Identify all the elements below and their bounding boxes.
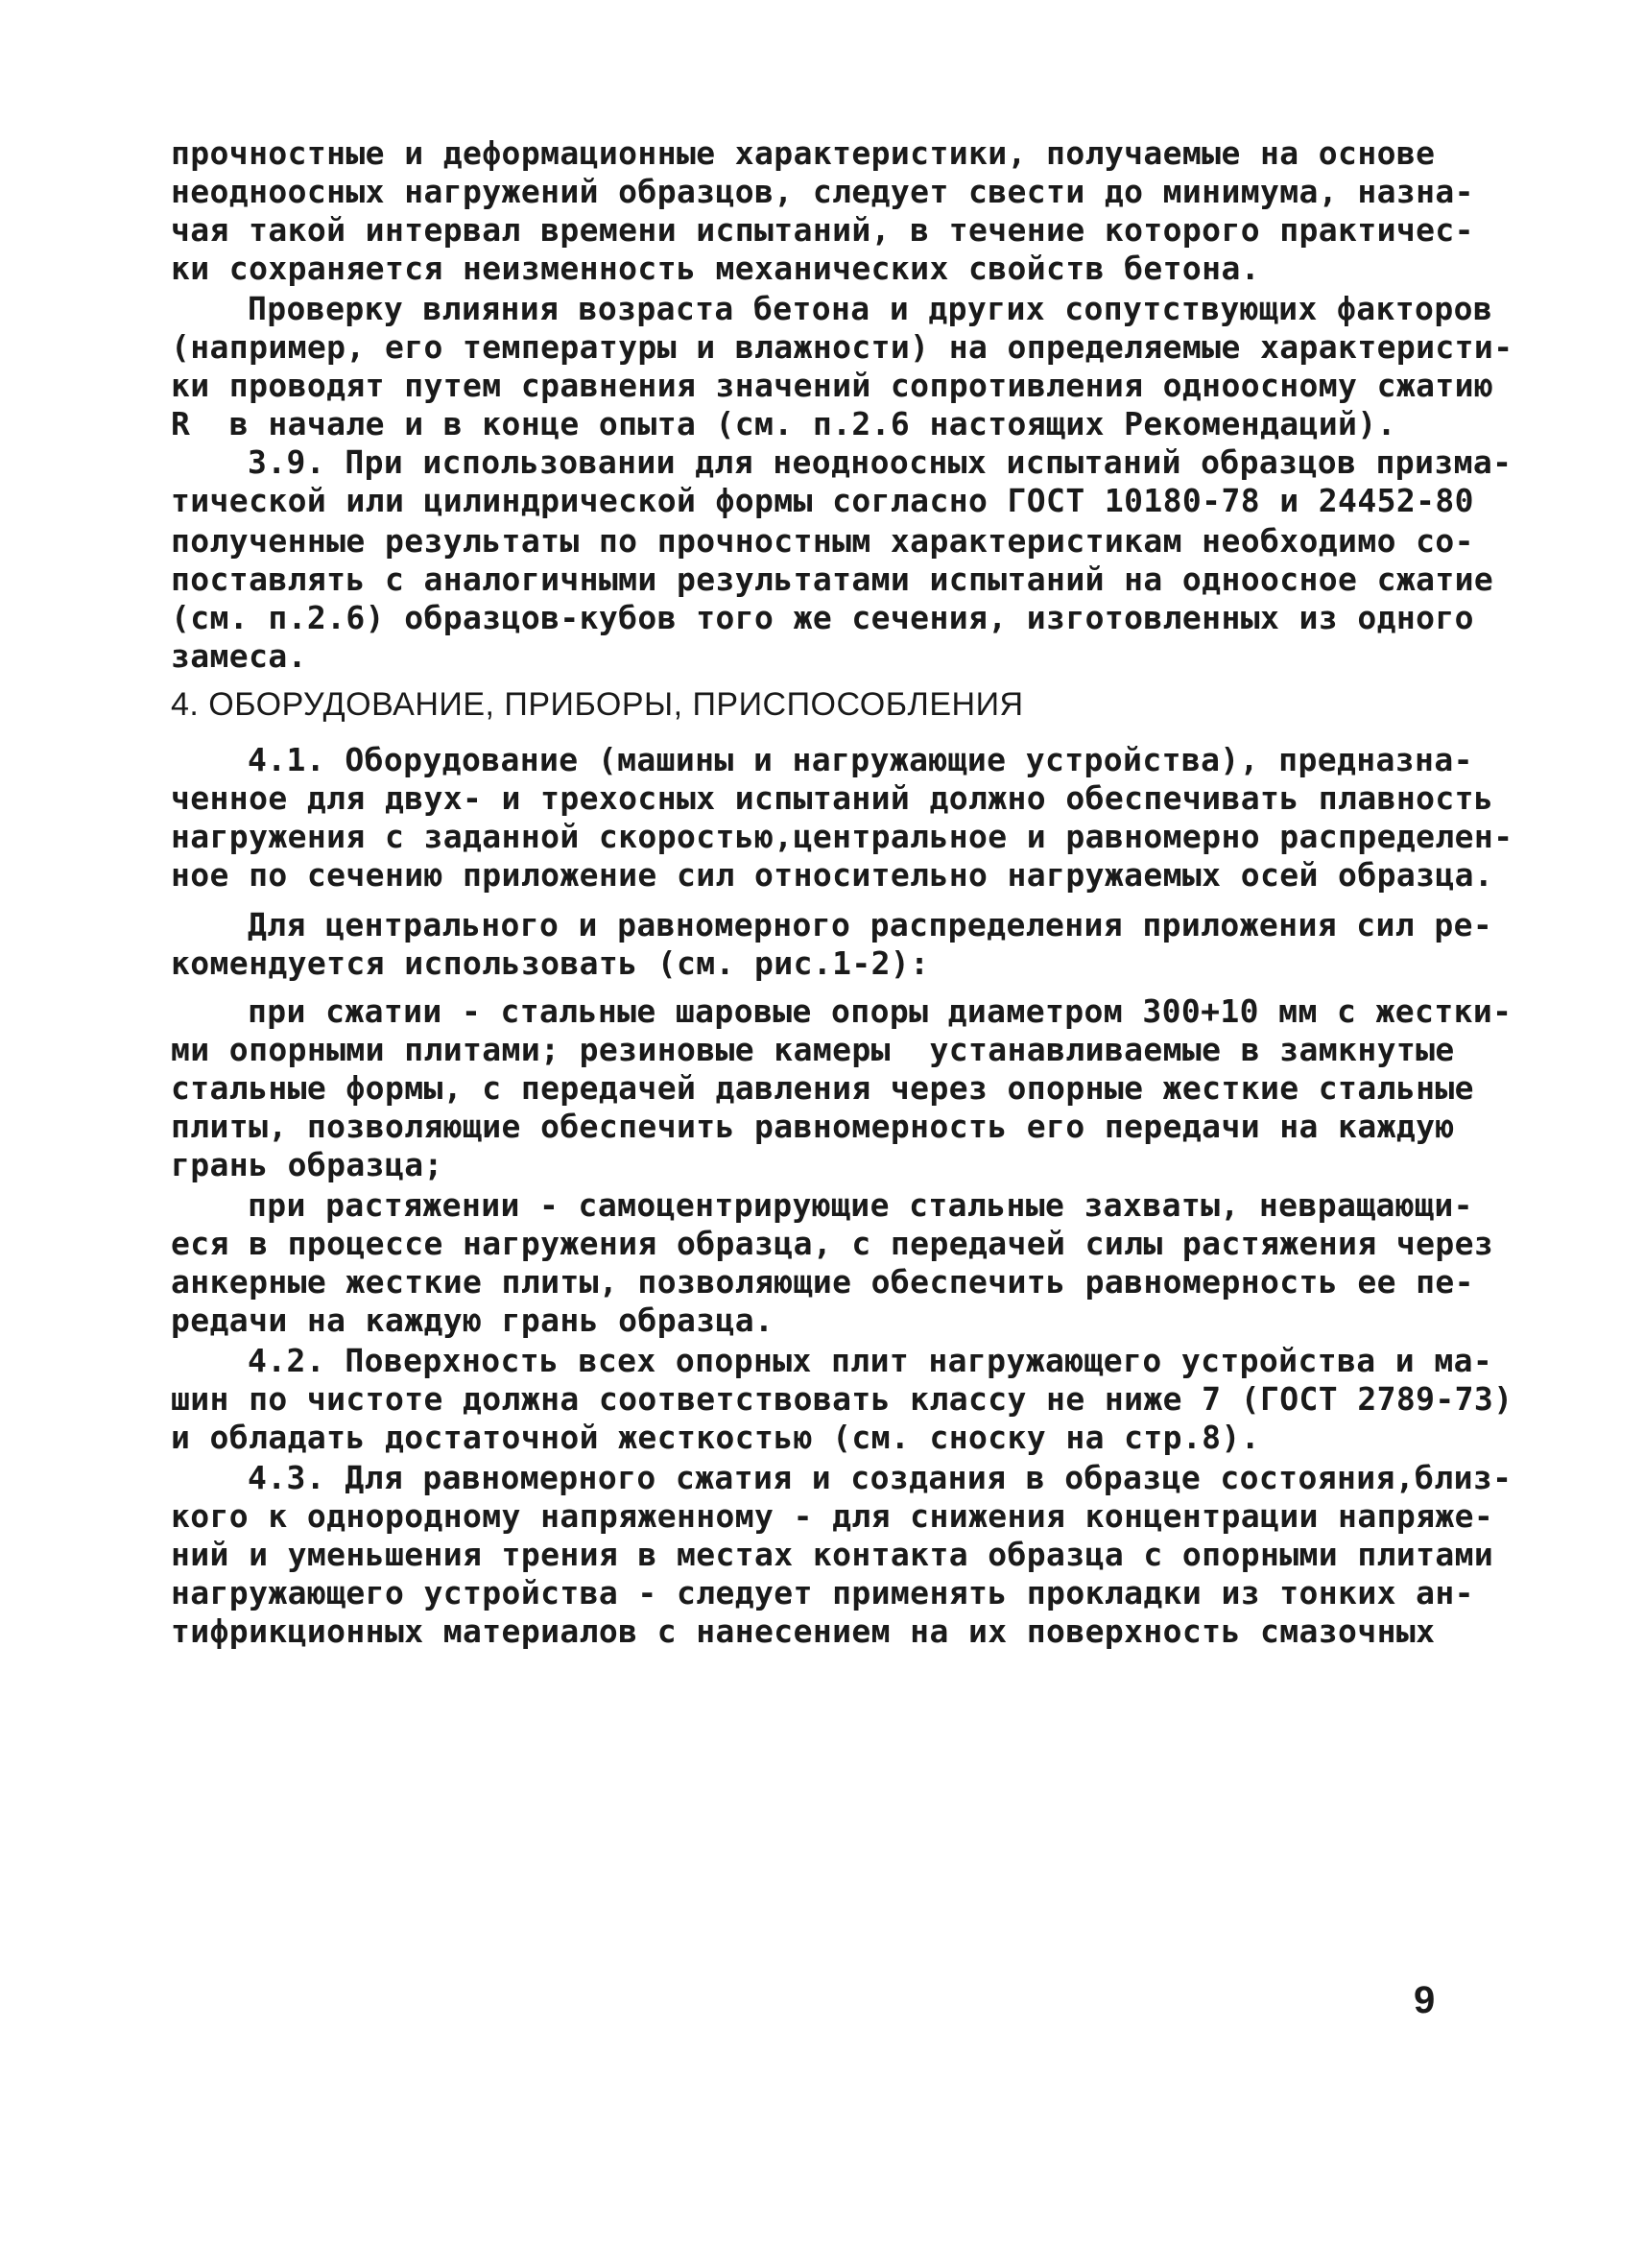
text-line: плиты, позволяющие обеспечить равномерность его передачи на каждую	[171, 1108, 1455, 1145]
text-line: Проверку влияния возраста бетона и других сопутствующих факторов	[248, 290, 1493, 327]
text-line: поставлять с аналогичными результатами испытаний на одноосное сжатие	[171, 561, 1494, 598]
text-line: ки проводят путем сравнения значений сопротивления одноосному сжатию	[171, 367, 1494, 404]
text-line: ное по сечению приложение сил относительно нагружаемых осей образца.	[171, 856, 1494, 894]
text-line: 4.1. Оборудование (машины и нагружающие устройства), предназна-	[248, 741, 1473, 778]
text-line: и обладать достаточной жесткостью (см. сноску на стр.8).	[171, 1419, 1260, 1456]
text-line: ки сохраняется неизменность механических свойств бетона.	[171, 250, 1260, 287]
text-line: 4.3. Для равномерного сжатия и создания в образце состояния,близ-	[248, 1459, 1513, 1496]
text-line: замеса.	[171, 637, 307, 675]
text-line: комендуется использовать (см. рис.1-2):	[171, 944, 930, 982]
text-line: прочностные и деформационные характеристики, получаемые на основе	[171, 134, 1436, 172]
text-line: анкерные жесткие плиты, позволяющие обеспечить равномерность ее пе-	[171, 1263, 1474, 1301]
text-line: нагружения с заданной скоростью,центральное и равномерно распределен-	[171, 818, 1513, 855]
text-line: стальные формы, с передачей давления через опорные жесткие стальные	[171, 1069, 1474, 1107]
text-line: при растяжении - самоцентрирующие стальные захваты, невращающи-	[248, 1186, 1473, 1224]
text-line: ченное для двух- и трехосных испытаний должно обеспечивать плавность	[171, 779, 1494, 817]
text-line: тифрикционных материалов с нанесением на их поверхность смазочных	[171, 1612, 1436, 1650]
text-line: чая такой интервал времени испытаний, в течение которого практичес-	[171, 211, 1474, 249]
text-line: R в начале и в конце опыта (см. п.2.6 настоящих Рекомендаций).	[171, 405, 1396, 442]
text-line: 3.9. При использовании для неодноосных испытаний образцов призма-	[248, 443, 1513, 481]
text-line: (см. п.2.6) образцов-кубов того же сечения, изготовленных из одного	[171, 599, 1474, 636]
text-line: при сжатии - стальные шаровые опоры диаметром 300+10 мм с жестки-	[248, 992, 1513, 1030]
text-line: редачи на каждую грань образца.	[171, 1301, 774, 1339]
text-line: ми опорными плитами; резиновые камеры устанавливаемые в замкнутые	[171, 1031, 1455, 1068]
text-line: грань образца;	[171, 1146, 443, 1183]
text-line: шин по чистоте должна соответствовать классу не ниже 7 (ГОСТ 2789-73)	[171, 1380, 1513, 1418]
text-line: ний и уменьшения трения в местах контакта образца с опорными плитами	[171, 1536, 1494, 1573]
text-line: нагружающего устройства - следует применять прокладки из тонких ан-	[171, 1574, 1474, 1611]
section-heading: 4. ОБОРУДОВАНИЕ, ПРИБОРЫ, ПРИСПОСОБЛЕНИЯ	[171, 686, 1024, 723]
text-line: полученные результаты по прочностным характеристикам необходимо со-	[171, 522, 1474, 560]
text-line: тической или цилиндрической формы согласно ГОСТ 10180-78 и 24452-80	[171, 482, 1474, 519]
text-line: Для центрального и равномерного распределения приложения сил ре-	[248, 906, 1493, 943]
text-line: кого к однородному напряженному - для снижения концентрации напряже-	[171, 1497, 1494, 1535]
text-line: 4.2. Поверхность всех опорных плит нагружающего устройства и ма-	[248, 1342, 1493, 1379]
page-number: 9	[1414, 1979, 1436, 2021]
text-line: неодноосных нагружений образцов, следует свести до минимума, назна-	[171, 173, 1474, 210]
text-line: еся в процессе нагружения образца, с передачей силы растяжения через	[171, 1225, 1494, 1262]
text-line: (например, его температуры и влажности) на определяемые характеристи-	[171, 328, 1513, 366]
